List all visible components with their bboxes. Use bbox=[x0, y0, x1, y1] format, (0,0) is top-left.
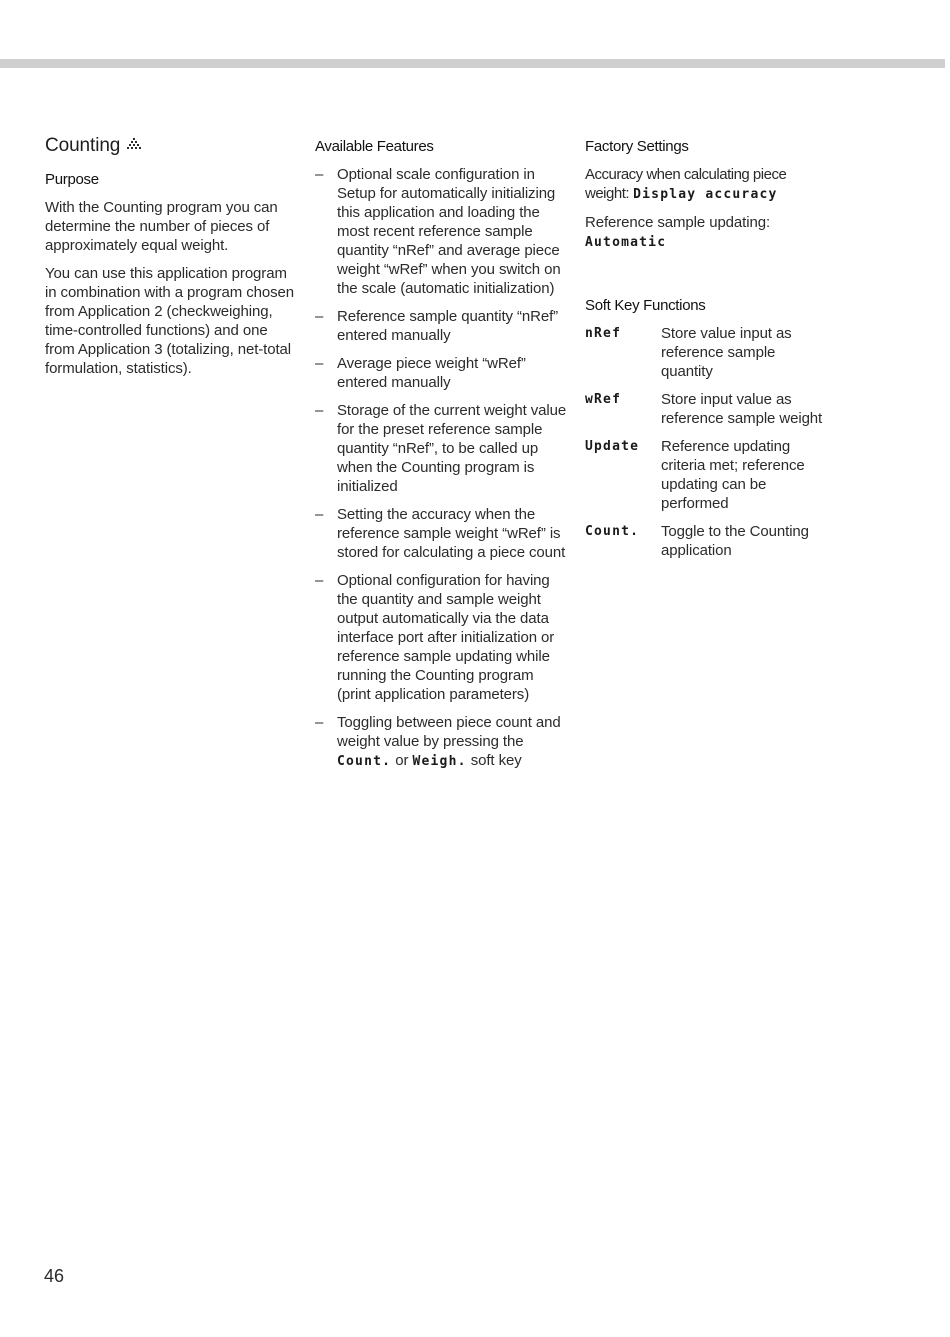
list-item bbox=[315, 165, 570, 298]
softkey-label: nRef bbox=[585, 326, 622, 341]
feature-text: Setting the accuracy when the reference sample weight “wRef” is stored for calculating a piece count bbox=[337, 506, 566, 561]
weigh-key-label: Weigh. bbox=[412, 754, 467, 769]
softkey-label: Count. bbox=[585, 524, 640, 539]
list-dash: – bbox=[315, 308, 324, 325]
purpose-paragraph-2: You can use this application program in combination with a program chosen from Application 2 (checkweighing, time-controlled functions) and one from Application 3 (totalizing, net-total formulation, statistics). bbox=[45, 265, 295, 378]
reference-setting bbox=[585, 213, 825, 252]
feature-text: Optional scale configuration in Setup for automatically initializing this application and loading the most recent reference sample quantity “nRef” and average piece weight “wRef” when you switch on the scale (automatic initialization) bbox=[337, 166, 561, 297]
softkey-label: wRef bbox=[585, 392, 622, 407]
section-title bbox=[45, 134, 297, 158]
feature-text: Average piece weight “wRef” entered manually bbox=[337, 355, 526, 391]
or-text: or bbox=[395, 752, 409, 769]
feature-text: Storage of the current weight value for the preset reference sample quantity “nRef”, to be called up when the Counting program is initialized bbox=[337, 402, 567, 495]
softkey-description: Store value input as reference sample quantity bbox=[661, 325, 792, 380]
list-item bbox=[315, 401, 570, 496]
counting-pyramid-icon bbox=[126, 134, 142, 158]
purpose-heading: Purpose bbox=[45, 171, 99, 189]
softkey-label: Update bbox=[585, 439, 640, 454]
softkey-description: Toggle to the Counting application bbox=[661, 523, 809, 559]
list-item bbox=[315, 571, 570, 704]
softkey-row bbox=[585, 324, 825, 381]
reference-value: Automatic bbox=[585, 235, 667, 250]
factory-settings-heading: Factory Settings bbox=[585, 138, 689, 155]
softkey-row bbox=[585, 390, 825, 428]
features-column bbox=[315, 134, 570, 780]
list-dash: – bbox=[315, 355, 324, 372]
left-column bbox=[45, 134, 297, 387]
features-list bbox=[315, 165, 570, 771]
list-dash: – bbox=[315, 714, 324, 731]
softkey-row bbox=[585, 437, 825, 513]
softkey-row bbox=[585, 522, 825, 560]
features-heading: Available Features bbox=[315, 138, 434, 155]
softkey-description: Store input value as reference sample weight bbox=[661, 391, 823, 427]
list-dash: – bbox=[315, 402, 324, 419]
feature-text: Toggling between piece count and weight value by pressing the bbox=[337, 714, 561, 750]
accuracy-label: Accuracy when calculating piece weight: bbox=[585, 166, 787, 202]
list-item bbox=[315, 505, 570, 562]
feature-text: Reference sample quantity “nRef” entered manually bbox=[337, 308, 559, 344]
count-key-label: Count. bbox=[337, 754, 392, 769]
list-dash: – bbox=[315, 572, 324, 589]
accuracy-setting bbox=[585, 165, 825, 204]
purpose-paragraph-1: With the Counting program you can determine the number of pieces of approximately equal weight. bbox=[45, 199, 278, 255]
soft-key-text: soft key bbox=[470, 752, 522, 769]
reference-label: Reference sample updating: bbox=[585, 214, 771, 231]
list-dash: – bbox=[315, 166, 324, 183]
list-item bbox=[315, 354, 570, 392]
list-item bbox=[315, 713, 570, 771]
softkey-description: Reference updating criteria met; reference updating can be performed bbox=[661, 438, 805, 512]
header-rule bbox=[0, 59, 945, 68]
page-number: 46 bbox=[44, 1266, 65, 1286]
accuracy-value: Display accuracy bbox=[633, 187, 778, 202]
softkeys-heading: Soft Key Functions bbox=[585, 297, 706, 314]
settings-column bbox=[585, 134, 825, 569]
feature-text: Optional configuration for having the quantity and sample weight output automatically via the data interface port after initialization or reference sample updating while running the Counting program (print application parameters) bbox=[337, 572, 555, 703]
list-item bbox=[315, 307, 570, 345]
section-title-text: Counting bbox=[45, 135, 121, 157]
list-dash: – bbox=[315, 506, 324, 523]
